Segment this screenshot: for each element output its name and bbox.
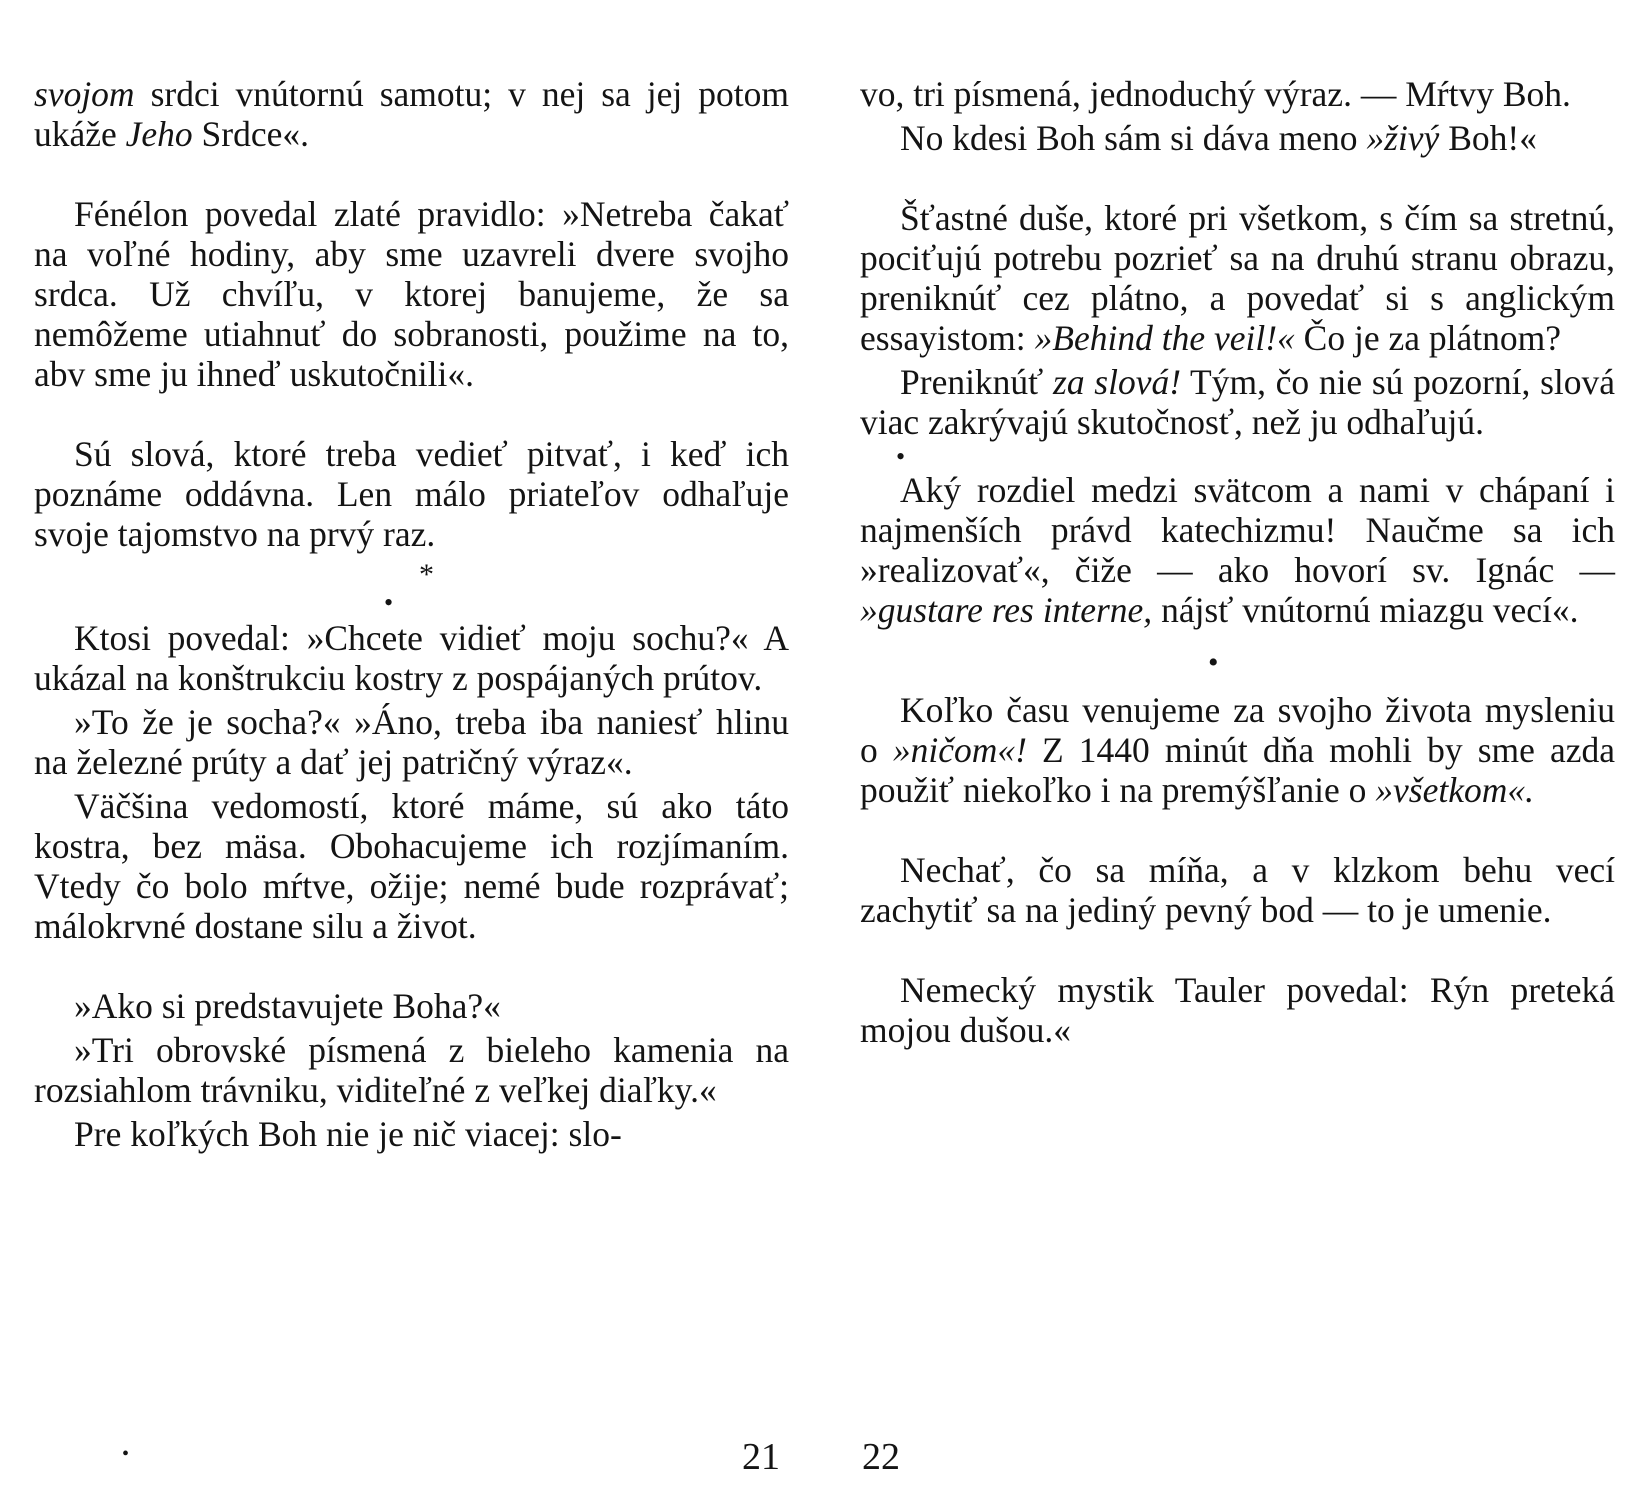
italic-phrase: »ničom«! [892, 730, 1027, 770]
separator-dot-row [860, 630, 1615, 690]
right-paragraph-3: Šťastné duše, ktoré pri všetkom, s čím sa stretnú, pociťujú potrebu pozrieť sa na druhú stranu obrazu, preniknúť cez plátno, a povedať si s anglickým essayistom: »Behind the veil!« Čo je za plátnom? [860, 198, 1615, 358]
right-paragraph-5: Aký rozdiel medzi svätcom a nami v chápaní i najmenších právd katechizmu! Naučme sa ich »realizovať«, čiže — ako hovorí sv. Ignác — »gustare res interne, nájsť vnútornú miazgu vecí«. [860, 470, 1615, 630]
left-page-column [34, 74, 789, 1154]
left-paragraph-4: Ktosi povedal: »Chcete vidieť moju sochu?« A ukázal na konštrukciu kostry z pospájaných prútov. [34, 618, 789, 698]
separator-dot: • [1208, 646, 1219, 679]
left-paragraph-8: »Tri obrovské písmená z bieleho kamenia na rozsiahlom trávniku, viditeľné z veľkej diaľky.« [34, 1030, 789, 1110]
left-paragraph-3: Sú slová, ktoré treba vedieť pitvať, i keď ich poznáme oddávna. Len málo priateľov odhaľuje svoje tajomstvo na prvý raz. [34, 434, 789, 554]
section-separator-star: * [419, 558, 434, 591]
separator-dot-row [860, 442, 1615, 470]
italic-phrase: »Behind the veil!« [1034, 318, 1295, 358]
italic-phrase: »všetkom«. [1375, 770, 1534, 810]
stray-print-dot: • [122, 1443, 130, 1465]
right-paragraph-7: Nechať, čo sa míňa, a v klzkom behu vecí zachytiť sa na jediný pevný bod — to je umenie. [860, 850, 1615, 930]
right-paragraph-2: No kdesi Boh sám si dáva meno »živý Boh!« [900, 118, 1537, 158]
right-paragraph-8: Nemecký mystik Tauler povedal: Rýn preteká mojou dušou.« [860, 970, 1615, 1050]
right-paragraph-4: Preniknúť za slová! Tým, čo nie sú pozorní, slová viac zakrývajú skutočnosť, než ju odhaľujú. [860, 362, 1616, 442]
italic-word: Jeho [125, 114, 193, 154]
left-paragraph-9: Pre koľkých Boh nie je nič viacej: slo- [74, 1114, 622, 1154]
italic-phrase: »živý [1366, 118, 1440, 158]
page-number-right: 22 [862, 1436, 900, 1478]
separator-dot: • [896, 442, 906, 471]
italic-word: svojom [34, 74, 135, 114]
page-number-left: 21 [742, 1436, 780, 1478]
italic-phrase: »gustare res interne, [860, 590, 1153, 630]
separator-dot: • [384, 588, 394, 617]
left-paragraph-7: »Ako si predstavujete Boha?« [74, 986, 501, 1026]
left-paragraph-1: svojom srdci vnútornú samotu; v nej sa jej potom ukáže Jeho Srdce«. [34, 74, 789, 154]
left-paragraph-5: »To že je socha?« »Áno, treba iba naniesť hlinu na železné prúty a dať jej patričný výraz«. [34, 702, 789, 782]
left-paragraph-6: Väčšina vedomostí, ktoré máme, sú ako táto kostra, bez mäsa. Obohacujeme ich rozjímaním. Vtedy čo bolo mŕtve, ožije; nemé bude rozprávať; málokrvné dostane silu a život. [34, 786, 789, 946]
italic-phrase: za slová! [1053, 362, 1182, 402]
separator-dot-row [34, 590, 789, 618]
right-paragraph-1: vo, tri písmená, jednoduchý výraz. — Mŕtvy Boh. [860, 74, 1571, 114]
right-page-column [860, 74, 1615, 1050]
right-paragraph-6: Koľko času venujeme za svojho života mysleniu o »ničom«! Z 1440 minút dňa mohli by sme azda použiť niekoľko i na premýšľanie o »všetkom«. [860, 690, 1615, 810]
left-paragraph-2: Fénélon povedal zlaté pravidlo: »Netreba čakať na voľné hodiny, aby sme uzavreli dvere svojho srdca. Už chvíľu, v ktorej banujeme, že sa nemôžeme utiahnuť do sobranosti, použime na to, abv sme ju ihneď uskutočnili«. [34, 194, 789, 394]
